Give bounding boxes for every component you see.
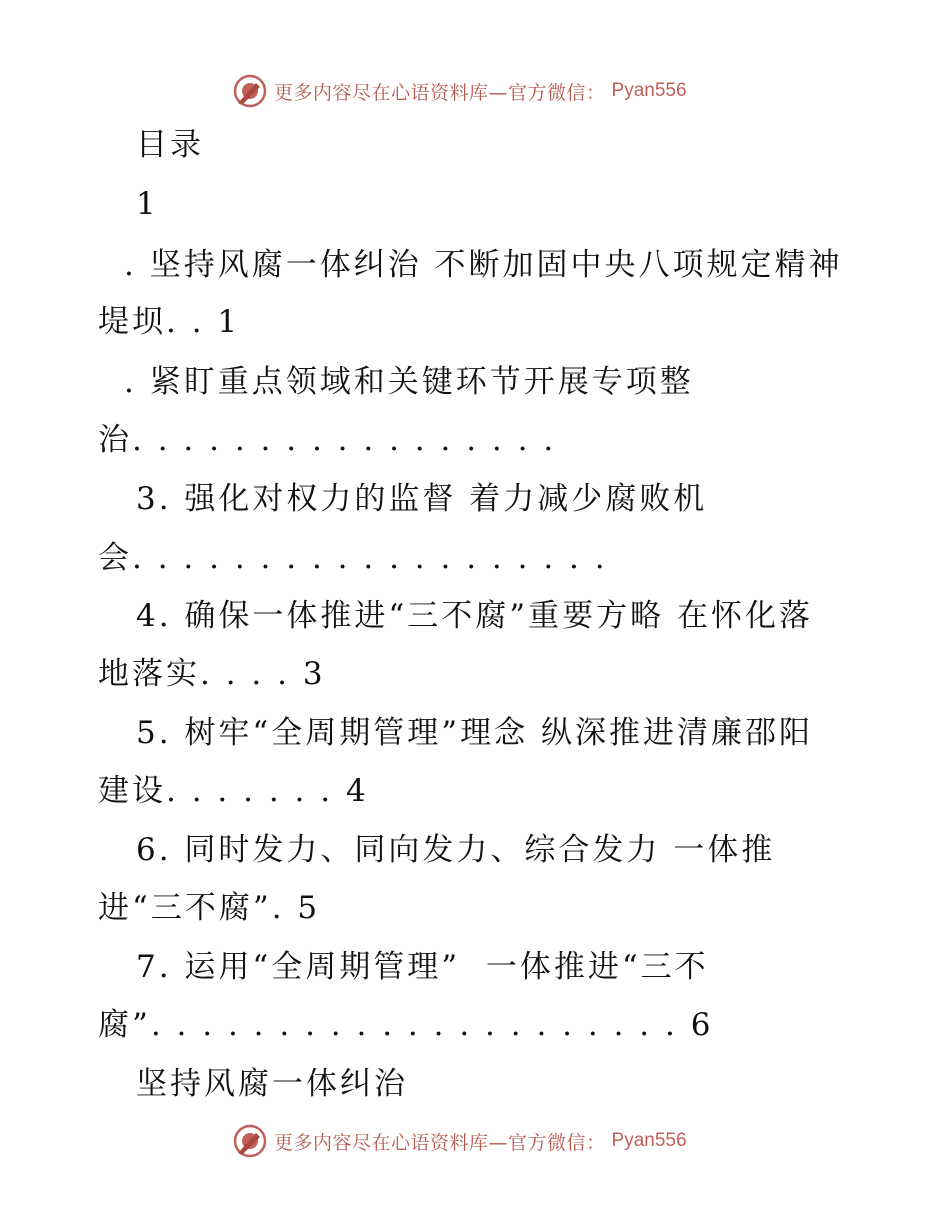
pen-logo-icon [232,73,268,109]
watermark-footer [232,1121,687,1161]
toc-entry-3: 3. 强化对权力的监督 着力减少腐败机 [136,481,708,517]
toc-entry-1-cont: 堤坝. . 1 [98,304,241,340]
toc-entry-7: 7. 运用“全周期管理” 一体推进“三不 [136,949,709,985]
pen-logo-icon [232,1123,268,1159]
toc-entry-1: . 坚持风腐一体纠治 不断加固中央八项规定精神 [124,247,843,283]
toc-entry-2: . 紧盯重点领域和关键环节开展专项整 [124,364,694,400]
toc-entry-5: 5. 树牢“全周期管理”理念 纵深推进清廉邵阳 [136,715,813,751]
toc-entry-4-cont: 地落实. . . . 3 [98,656,326,692]
toc-entry-5-cont: 建设. . . . . . . 4 [98,773,369,809]
watermark-text: 更多内容尽在心语资料库—官方微信： [274,81,606,104]
toc-number: 1 [136,186,159,222]
watermark-wechat-id: Pyan556 [611,80,687,101]
watermark-text: 更多内容尽在心语资料库—官方微信： [274,1131,606,1154]
toc-heading: 目录 [136,127,204,163]
toc-entry-7-cont: 腐”. . . . . . . . . . . . . . . . . . . . . 6 [98,1007,714,1043]
section-title: 坚持风腐一体纠治 [136,1066,408,1102]
toc-entry-6: 6. 同时发力、同向发力、综合发力 一体推 [136,832,776,868]
watermark-header [232,71,687,111]
toc-entry-6-cont: 进“三不腐”. 5 [98,890,321,926]
toc-entry-2-cont: 治. . . . . . . . . . . . . . . . . [98,422,557,458]
toc-entry-4: 4. 确保一体推进“三不腐”重要方略 在怀化落 [136,598,813,634]
watermark-wechat-id: Pyan556 [611,1130,687,1151]
toc-entry-3-cont: 会. . . . . . . . . . . . . . . . . . . [98,540,608,576]
